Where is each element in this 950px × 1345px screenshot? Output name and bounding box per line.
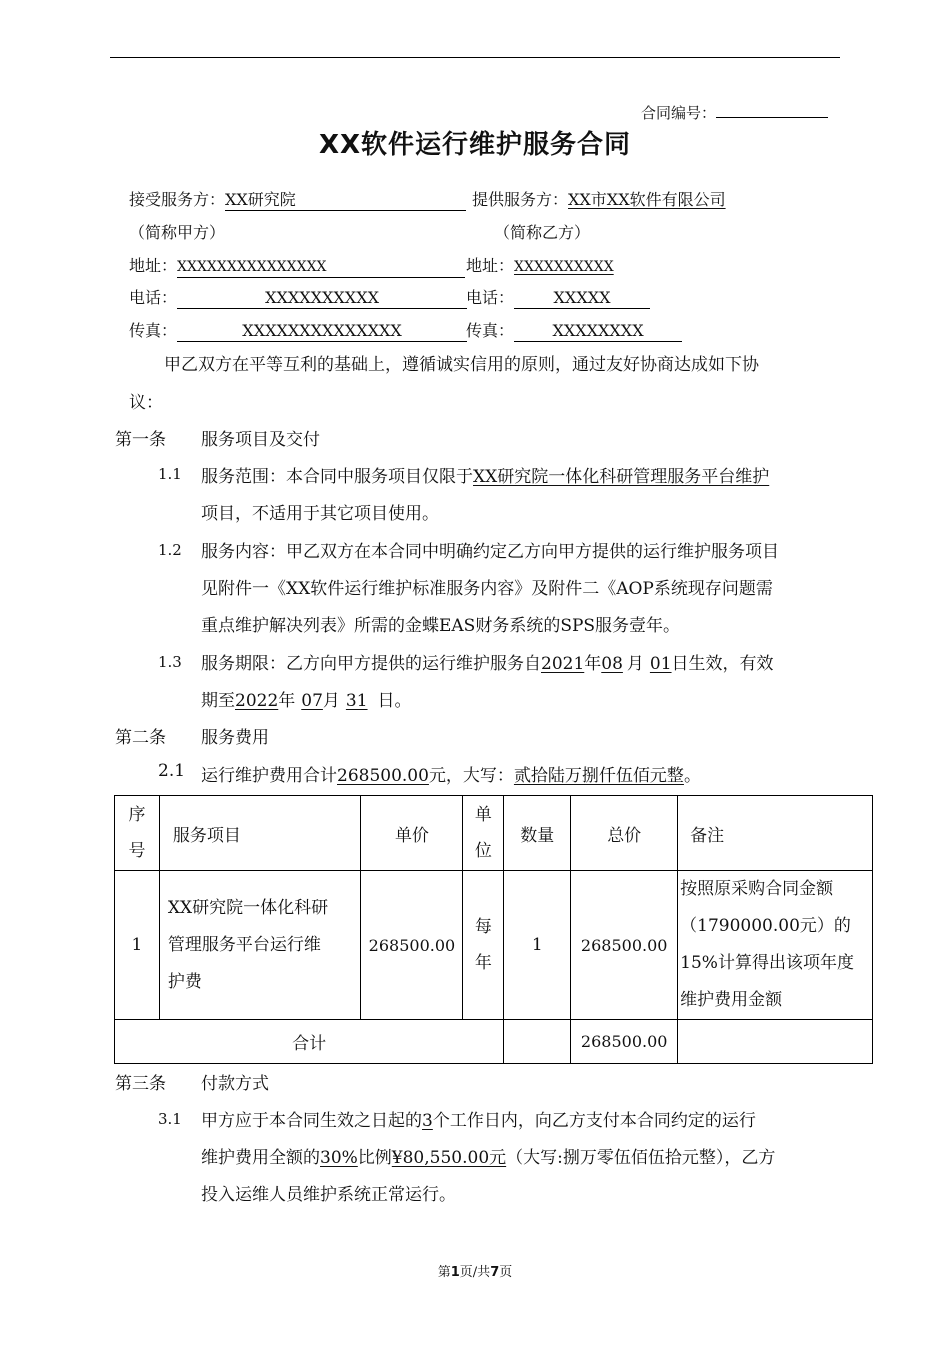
address-a-row — [129, 253, 465, 278]
contract-number — [641, 101, 828, 123]
clause-1-2-line-2: 见附件一《XX软件运行维护标准服务内容》及附件二《AOP系统现存问题需 — [201, 579, 773, 599]
fee-end: 。 — [683, 766, 701, 786]
party-a-abbr: （简称甲方） — [129, 223, 226, 242]
row-note: 按照原采购合同金额 （1790000.00元）的 15%计算得出该项年度 维护费用金额 — [678, 871, 873, 1020]
party-b-abbr: （简称乙方） — [494, 223, 591, 242]
receiver-row — [129, 187, 466, 211]
clause-3-1-line-1 — [201, 1106, 756, 1131]
fax-b-row — [466, 318, 682, 342]
article-2-title: 服务费用 — [201, 728, 269, 748]
payment-prefix: 维护费用全额的 — [201, 1148, 320, 1168]
clause-1-2-line-3: 重点维护解决列表》所需的金蝶EAS财务系统的SPS服务壹年。 — [201, 616, 681, 636]
sum-note-empty — [678, 1020, 873, 1064]
end-day: 31 — [345, 691, 368, 711]
header-unit: 单 位 — [463, 796, 504, 871]
payment-amount: ¥80,550.00元 — [391, 1148, 507, 1168]
row-item: XX研究院一体化科研 管理服务平台运行维 护费 — [159, 871, 361, 1020]
clause-3-1-line-3: 投入运维人员维护系统正常运行。 — [201, 1185, 456, 1205]
end-year: 2022 — [235, 691, 279, 711]
address-a-value: XXXXXXXXXXXXXXX — [177, 257, 465, 278]
intro-line-1: 甲乙双方在平等互利的基础上，遵循诚实信用的原则，通过友好协商达成如下协 — [164, 355, 759, 375]
header-item: 服务项目 — [159, 796, 361, 871]
clause-2-1-number: 2.1 — [158, 761, 186, 781]
clause-1-1-text: 服务范围：本合同中服务项目仅限于 — [201, 467, 473, 487]
end-day-label: 日。 — [377, 691, 412, 711]
clause-2-1-text: 运行维护费用合计 — [201, 766, 337, 786]
address-b-row — [466, 253, 614, 276]
row-seq: 1 — [115, 871, 160, 1020]
receiver-value: XX研究院 — [225, 190, 466, 211]
clause-1-3-line-2 — [201, 686, 412, 711]
clause-1-1-number: 1.1 — [158, 465, 182, 483]
phone-a-label: 电话： — [129, 288, 178, 307]
start-year: 2021 — [541, 654, 585, 674]
article-1-number: 第一条 — [115, 430, 166, 450]
end-month: 07 — [301, 691, 323, 711]
article-3-number: 第三条 — [115, 1074, 166, 1094]
start-day: 01 — [649, 654, 672, 674]
clause-1-1-line-2: 项目，不适用于其它项目使用。 — [201, 504, 439, 524]
sum-qty-empty — [504, 1020, 571, 1064]
table-sum-row — [115, 1020, 873, 1064]
sum-total: 268500.00 — [571, 1020, 678, 1064]
address-b-value: XXXXXXXXXX — [514, 259, 614, 275]
header-price: 单价 — [361, 796, 463, 871]
page-number: 第1页/共7页 — [437, 1265, 513, 1280]
phone-a-value: XXXXXXXXXX — [177, 288, 467, 309]
payment-percent: 30% — [320, 1148, 358, 1168]
end-year-label: 年 — [278, 691, 296, 711]
address-b-label: 地址： — [466, 256, 515, 275]
header-qty: 数量 — [504, 796, 571, 871]
phone-a-row — [129, 285, 467, 309]
clause-3-1-text-2: 个工作日内，向乙方支付本合同约定的运行 — [432, 1111, 756, 1131]
clause-3-1-text: 甲方应于本合同生效之日起的 — [201, 1111, 422, 1131]
provider-label: 提供服务方： — [472, 190, 569, 209]
clause-1-3-text: 服务期限：乙方向甲方提供的运行维护服务自 — [201, 654, 541, 674]
start-suffix: 日生效，有效 — [671, 654, 774, 674]
article-3-title: 付款方式 — [201, 1074, 269, 1094]
clause-2-1-line — [201, 761, 701, 786]
document-title: XX软件运行维护服务合同 — [318, 130, 632, 160]
header-rule — [110, 57, 840, 58]
phone-b-row — [466, 285, 650, 309]
phone-b-label: 电话： — [466, 288, 515, 307]
clause-1-1-scope: XX研究院一体化科研管理服务平台维护 — [473, 467, 770, 487]
clause-3-1-line-2 — [201, 1143, 775, 1168]
fee-table — [114, 795, 873, 1064]
contract-number-blank — [716, 101, 828, 118]
start-month-label: 月 — [626, 654, 644, 674]
provider-row — [472, 187, 726, 210]
header-note: 备注 — [678, 796, 873, 871]
contract-number-label: 合同编号： — [641, 104, 717, 122]
fee-words: 贰拾陆万捌仟伍佰元整 — [513, 766, 684, 786]
header-seq: 序 号 — [115, 796, 160, 871]
fee-words-label: 元，大写： — [428, 766, 514, 786]
fee-amount: 268500.00 — [337, 766, 429, 786]
row-unit: 每 年 — [463, 871, 504, 1020]
clause-3-1-number: 3.1 — [158, 1110, 182, 1128]
article-1-title: 服务项目及交付 — [201, 430, 320, 450]
row-total: 268500.00 — [571, 871, 678, 1020]
header-total: 总价 — [571, 796, 678, 871]
end-prefix: 期至 — [201, 691, 235, 711]
fax-a-label: 传真： — [129, 321, 178, 340]
payment-ratio-label: 比例 — [357, 1148, 392, 1168]
clause-1-2-line-1: 服务内容：甲乙双方在本合同中明确约定乙方向甲方提供的运行维护服务项目 — [201, 542, 779, 562]
clause-1-3-number: 1.3 — [158, 653, 182, 671]
address-a-label: 地址： — [129, 256, 178, 275]
article-2-number: 第二条 — [115, 728, 166, 748]
payment-words: （大写:捌万零伍佰伍拾元整），乙方 — [506, 1148, 776, 1168]
fax-a-row — [129, 318, 467, 342]
fax-a-value: XXXXXXXXXXXXXX — [177, 321, 467, 342]
fax-b-label: 传真： — [466, 321, 515, 340]
row-price: 268500.00 — [361, 871, 463, 1020]
start-month: 08 — [601, 654, 623, 674]
clause-1-1-line-1 — [201, 462, 769, 487]
provider-value: XX市XX软件有限公司 — [568, 190, 726, 209]
table-row — [115, 871, 873, 1020]
receiver-label: 接受服务方： — [129, 190, 226, 209]
phone-b-value: XXXXX — [514, 288, 650, 309]
start-year-label: 年 — [584, 654, 602, 674]
row-qty: 1 — [504, 871, 571, 1020]
table-header-row — [115, 796, 873, 871]
clause-1-3-line-1 — [201, 649, 774, 674]
end-month-label: 月 — [322, 691, 340, 711]
intro-line-2: 议： — [129, 393, 163, 413]
payment-days: 3 — [422, 1111, 433, 1131]
clause-1-2-number: 1.2 — [158, 541, 182, 559]
sum-label: 合计 — [115, 1020, 504, 1064]
fax-b-value: XXXXXXXX — [514, 321, 682, 342]
